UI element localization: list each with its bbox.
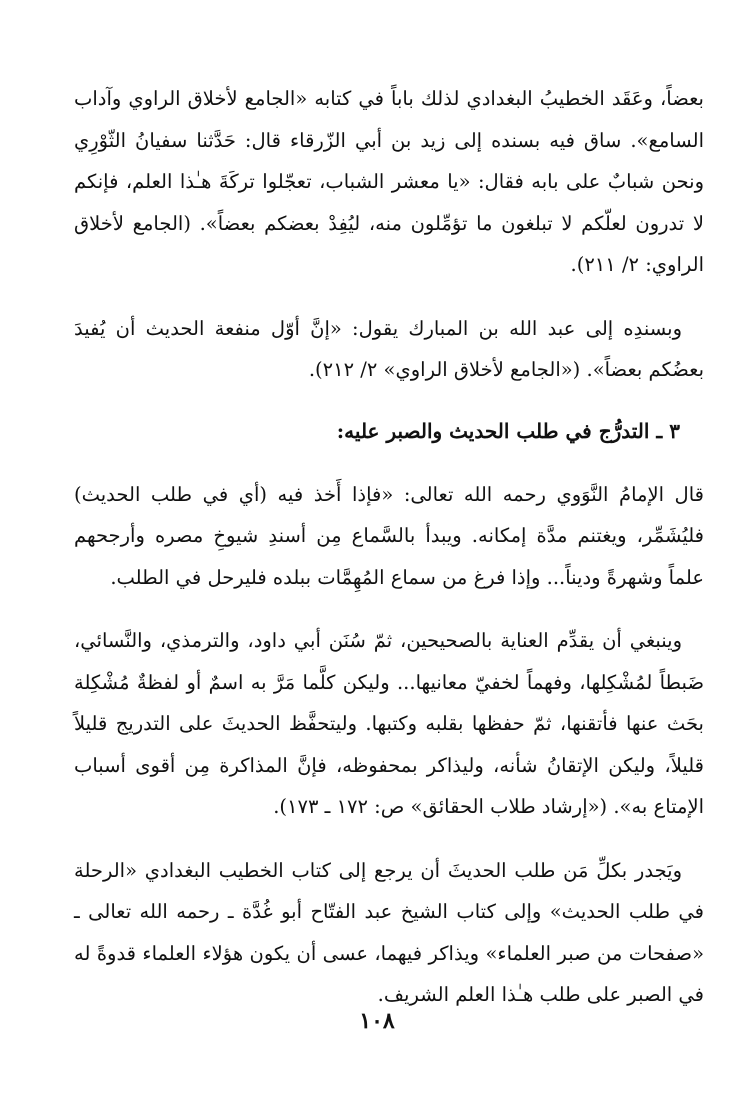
paragraph-5: ويَجدر بكلِّ مَن طلب الحديثَ أن يرجع إلى كتاب الخطيب البغدادي «الرحلة في طلب الحديث» وإلى كتاب الشيخ عبد الفتّاح أبو غُدَّة ـ رحمه الله تعالى ـ «صفحات من صبر العلماء» ويذاكر فيهما، عسى أن يكون هؤلاء العلماء قدوةً له في الصبر على طلب هـٰذا العلم الشريف. [74, 858, 704, 1006]
paragraph-1: بعضاً، وعَقَد الخطيبُ البغدادي لذلك باباً في كتابه «الجامع لأخلاق الراوي وآداب السامع». ساق فيه بسنده إلى زيد بن أبي الزّرقاء قال: حَدَّثنا سفيانُ الثّوْرِي ونحن شبابٌ على بابه فقال: «يا معشر الشباب، تعجّلوا تركَةَ هـٰذا العلم، فإنكم لا تدرون لعلّكم لا تبلغون ما تؤمِّلون منه، ليُفِدْ بعضكم بعضاً». (الجامع لأخلاق الراوي: ٢/ ٢١١). [74, 87, 704, 276]
page-number: ١٠٨ [359, 1008, 395, 1034]
page-body [74, 78, 704, 1016]
paragraph-3: قال الإمامُ النَّوَوي رحمه الله تعالى: «فإذا أَخذ فيه (أي في طلب الحديث) فليُشَمِّر، ويغتنم مدَّة إمكانه. ويبدأ بالسَّماع مِن أسندِ شيوخِ مصره وأرجحهم علماً وشهرةً وديناً... وإذا فرغ من سماع المُهِمَّات ببلده فليرحل في الطلب. [74, 482, 704, 589]
paragraph-4: وينبغي أن يقدِّم العناية بالصحيحين، ثمّ سُنَن أبي داود، والترمذي، والنَّسائي، ضَبطاً لمُشْكِلها، وفهماً لخفيّ معانيها... وليكن كلَّما مَرَّ به اسمٌ أو لفظةٌ مُشْكِلة بحَث عنها فأتقنها، ثمّ حفظها بقلبه وكتبها. وليتحفَّظ الحديثَ على التدريج قليلاً قليلاً، وليكن الإتقانُ شأنه، وليذاكر بمحفوظه، فإنَّ المذاكرة مِن أقوى أسباب الإمتاع به». («إرشاد طلاب الحقائق» ص: ١٧٢ ـ ١٧٣). [74, 629, 704, 818]
paragraph-2: وبسندِه إلى عبد الله بن المبارك يقول: «إنَّ أوّل منفعة الحديث أن يُفيدَ بعضُكم بعضاً». («الجامع لأخلاق الراوي» ٢/ ٢١٢). [74, 316, 704, 381]
section-heading: ٣ ـ التدرُّج في طلب الحديث والصبر عليه: [336, 418, 680, 443]
